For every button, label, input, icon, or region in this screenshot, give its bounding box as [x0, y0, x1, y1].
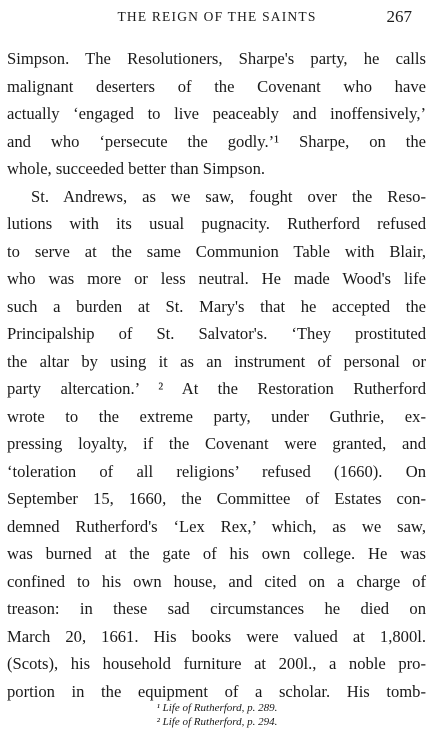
- text-line: whole, succeeded better than Simpson.: [7, 159, 266, 178]
- text-line: ‘toleration of all religions’ refused (1660). On: [7, 461, 426, 481]
- text-line: demned Rutherford's ‘Lex Rex,’ which, as we saw,: [7, 516, 426, 536]
- text-line: malignant deserters of the Covenant who have: [7, 76, 426, 96]
- text-line: lutions with its usual pugnacity. Rutherford refused: [7, 214, 426, 233]
- text-line: confined to his own house, and cited on a charge of: [7, 571, 426, 591]
- text-line: who was more or less neutral. He made Wood's life: [7, 269, 426, 288]
- text-line: the altar by using it as an instrument of personal or: [7, 351, 426, 371]
- running-head: THE REIGN OF THE SAINTS: [117, 9, 317, 24]
- body-text: [7, 45, 426, 705]
- text-line: wrote to the extreme party, under Guthrie, ex-: [7, 406, 426, 426]
- page-header: [0, 9, 434, 31]
- text-line: Simpson. The Resolutioners, Sharpe's party, he calls: [7, 49, 426, 68]
- footnote: ¹ Life of Rutherford, p. 289.: [156, 702, 278, 714]
- text-line: to serve at the same Communion Table with Blair,: [7, 241, 426, 261]
- text-line: was burned at the gate of his own college. He was: [7, 544, 426, 563]
- text-line: portion in the equipment of a scholar. His tomb-: [7, 681, 426, 701]
- text-line: Principalship of St. Salvator's. ‘They prostituted: [7, 324, 426, 343]
- text-line: St. Andrews, as we saw, fought over the Reso-: [31, 186, 426, 206]
- page-number: 267: [386, 7, 412, 26]
- text-line: such a burden at St. Mary's that he accepted the: [7, 296, 426, 316]
- text-line: party altercation.’ ² At the Restoration Rutherford: [7, 379, 426, 398]
- text-line: September 15, 1660, the Committee of Estates con-: [7, 489, 426, 508]
- footnote: ² Life of Rutherford, p. 294.: [156, 716, 278, 728]
- text-line: March 20, 1661. His books were valued at 1,800l.: [7, 626, 426, 646]
- text-line: treason: in these sad circumstances he died on: [7, 599, 426, 618]
- text-line: (Scots), his household furniture at 200l., a noble pro-: [7, 654, 426, 673]
- text-line: pressing loyalty, if the Covenant were granted, and: [7, 434, 426, 453]
- text-line: actually ‘engaged to live peaceably and inoffensively,’: [7, 104, 426, 123]
- text-line: and who ‘persecute the godly.’¹ Sharpe, on the: [7, 131, 426, 151]
- footnotes: [0, 701, 434, 729]
